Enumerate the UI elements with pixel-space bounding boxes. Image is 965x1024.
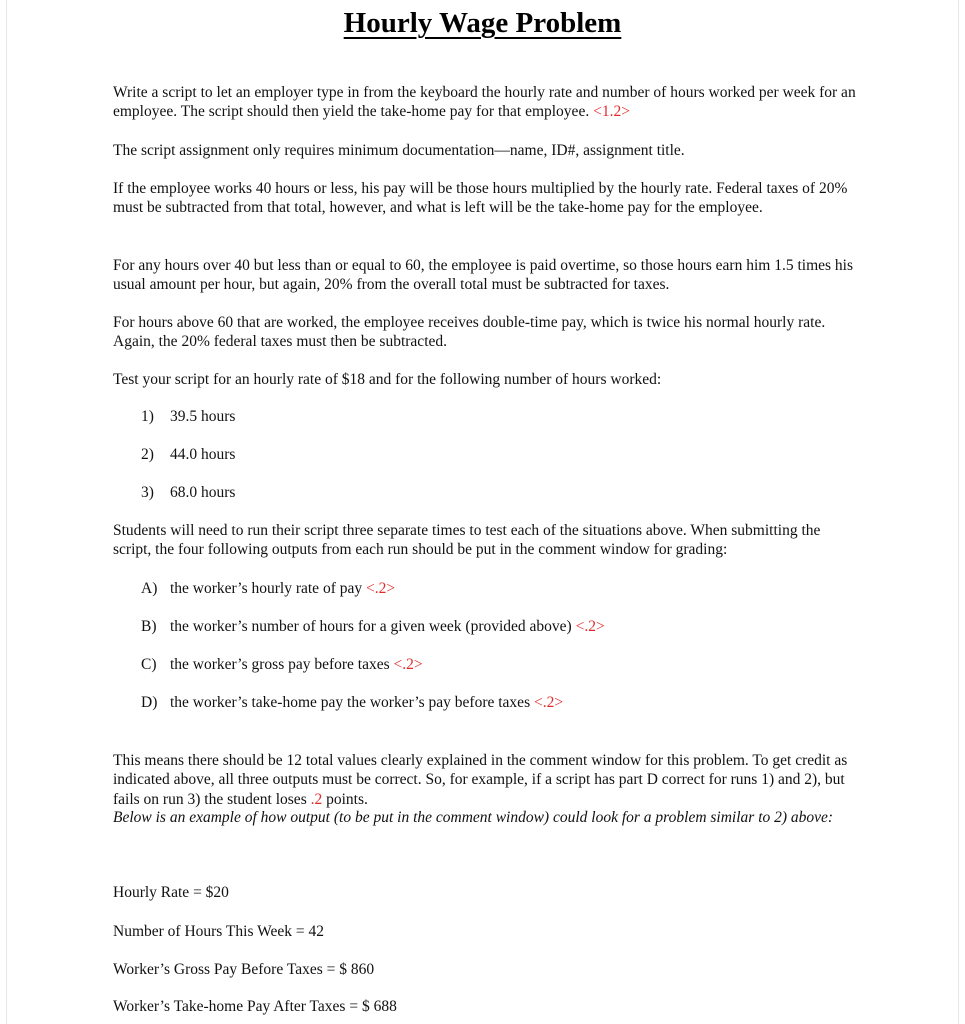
test-case-hours: 44.0 hours (170, 446, 236, 463)
output-text: the worker’s gross pay before taxes (170, 656, 394, 673)
output-points-badge: <.2> (575, 618, 605, 635)
test-case-number: 1) (141, 408, 154, 425)
regular-pay-paragraph: If the employee works 40 hours or less, his pay will be those hours multiplied by the hourly rate. Federal taxes of 20% must be subtracted from that total, however, and what is left will be the take-home pay for the employee. (113, 180, 848, 217)
page-edge-left (6, 0, 7, 1024)
test-case-item (141, 407, 235, 426)
page-edge-right (958, 0, 959, 1024)
grading-text-before: This means there should be 12 total values clearly explained in the comment window for this problem. To get credit as indicated above, all three outputs must be correct. So, for example, if a script has part D correct for runs 1) and 2), but fails on run 3) the student loses (113, 752, 848, 808)
submission-paragraph: Students will need to run their script three separate times to test each of the situations above. When submitting the script, the four following outputs from each run should be put in the comment window for grading: (113, 522, 821, 559)
page-title: Hourly Wage Problem (343, 7, 622, 39)
documentation-paragraph: The script assignment only requires minimum documentation—name, ID#, assignment title. (113, 142, 685, 159)
output-item (141, 655, 423, 674)
output-item (141, 617, 605, 636)
grading-text-after: points. (322, 790, 368, 808)
test-case-number: 3) (141, 484, 154, 501)
overtime-paragraph: For any hours over 40 but less than or equal to 60, the employee is paid overtime, so those hours earn him 1.5 times his usual amount per hour, but again, 20% from the overall total must be subtracted for taxes. (113, 257, 853, 294)
test-instructions-paragraph: Test your script for an hourly rate of $18 and for the following number of hours worked: (113, 371, 662, 388)
example-output-line: Number of Hours This Week = 42 (113, 923, 324, 940)
output-points-badge: <.2> (365, 580, 396, 597)
test-case-item (141, 483, 235, 502)
output-letter: B) (141, 618, 157, 635)
output-points-badge: <.2> (393, 656, 423, 673)
output-item (141, 693, 563, 712)
test-case-hours: 39.5 hours (170, 408, 236, 425)
output-points-badge: <.2> (533, 694, 564, 711)
test-case-hours: 68.0 hours (170, 484, 236, 501)
output-letter: A) (141, 580, 158, 597)
output-letter: D) (141, 694, 158, 711)
output-item (141, 579, 395, 598)
intro-points-badge: <1.2> (593, 103, 630, 121)
double-time-paragraph: For hours above 60 that are worked, the employee receives double-time pay, which is twice his normal hourly rate. Again, the 20% federal taxes must then be subtracted. (113, 314, 826, 351)
output-text: the worker’s hourly rate of pay (170, 580, 366, 597)
example-output-line: Worker’s Gross Pay Before Taxes = $ 860 (113, 961, 375, 978)
test-case-item (141, 445, 235, 464)
output-text: the worker’s number of hours for a given week (provided above) (170, 618, 576, 635)
example-output-line: Hourly Rate = $20 (113, 884, 229, 901)
grading-points-badge: .2 (310, 790, 323, 808)
grading-paragraph (113, 751, 858, 809)
output-text: the worker’s take-home pay the worker’s pay before taxes (170, 694, 534, 711)
intro-paragraph (113, 83, 858, 122)
output-letter: C) (141, 656, 157, 673)
example-intro-paragraph: Below is an example of how output (to be put in the comment window) could look for a problem similar to 2) above: (113, 809, 834, 826)
intro-text: Write a script to let an employer type in from the keyboard the hourly rate and number of hours worked per week for an employee. The script should then yield the take-home pay for that employee. (113, 84, 856, 121)
example-output-line: Worker’s Take-home Pay After Taxes = $ 688 (113, 998, 397, 1015)
test-case-number: 2) (141, 446, 154, 463)
